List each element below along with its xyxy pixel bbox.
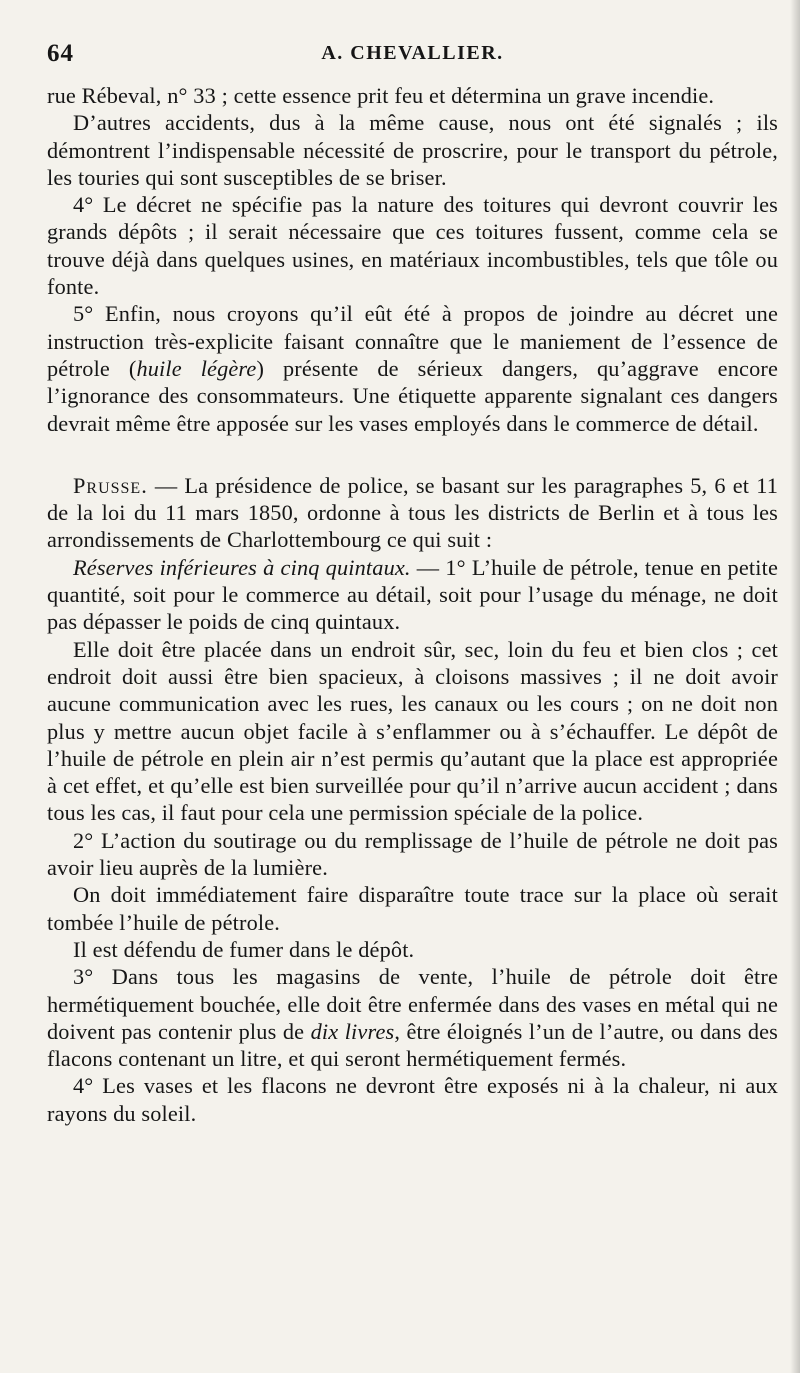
subsection-title: Réserves inférieures à cinq quintaux.: [73, 554, 411, 580]
page-header: [47, 40, 778, 82]
paragraph-text: , être éloignés l’un de l’autre, ou dans des flacons contenant un litre, et qui seront hermétiquement fermés.: [47, 1018, 779, 1072]
paragraph-text: — La présidence de police, se basant sur les paragraphes 5, 6 et 11 de la loi du 11 mars 1850, ordonne à tous les districts de Berlin et à tous les arrondissements de Charlottembourg ce qui suit :: [47, 472, 778, 553]
paragraph: [47, 963, 778, 1072]
paragraph: Il est défendu de fumer dans le dépôt.: [73, 936, 415, 962]
paragraph-text: — 1° L’huile de pétrole, tenue en petite quantité, soit pour le commerce au détail, soit pour l’usage du ménage, ne doit pas dépasser le poids de cinq quintaux.: [47, 554, 778, 635]
paragraph: [47, 472, 778, 554]
running-head: A. CHEVALLIER.: [321, 42, 504, 64]
paragraph: rue Rébeval, n° 33 ; cette essence prit feu et détermina un grave incendie.: [47, 83, 715, 108]
paragraph: 4° Le décret ne spécifie pas la nature des toitures qui devront couvrir les grands dépôts ; il serait nécessaire que ces toitures fussent, comme cela se trouve déjà dans quelques usines, en matériaux incombustibles, tels que tôle ou fonte.: [47, 192, 778, 300]
paragraph-text: 3° Dans tous les magasins de vente, l’huile de pétrole doit être hermétiquement bouchée, elle doit être enfermée dans des vases en métal qui ne doivent pas contenir plus de: [47, 964, 778, 1044]
paragraph-text: ) présente de sérieux dangers, qu’aggrave encore l’ignorance des consommateurs. Une étiquette apparente signalant ces dangers devrait même être apposée sur les vases employés dans le commerce de détail.: [47, 355, 778, 436]
emphasis-text: dix livres: [310, 1018, 395, 1044]
page-edge-shadow: [790, 0, 800, 1373]
paragraph: [47, 300, 778, 436]
body-text: [47, 82, 778, 1127]
paragraph-text: 5° Enfin, nous croyons qu’il eût été à propos de joindre au décret une instruction très-explicite faisant connaître que le maniement de l’essence de pétrole (: [47, 301, 778, 381]
section-gap: [47, 437, 778, 472]
paragraph: Elle doit être placée dans un endroit sûr, sec, loin du feu et bien clos ; cet endroit doit aussi être bien spacieux, à cloisons massives ; il ne doit avoir aucune communication avec les rues, les canaux ou les cours ; on ne doit non plus y mettre aucun objet facile à s’enflammer ou à s’échauffer. Le dépôt de l’huile de pétrole en plein air n’est permis qu’autant que la place est appropriée à cet effet, et qu’elle est bien surveillée pour qu’il n’arrive aucun accident ; dans tous les cas, il faut pour cela une permission spéciale de la police.: [47, 636, 778, 826]
emphasis-text: huile légère: [136, 355, 257, 381]
paragraph: [47, 554, 778, 636]
paragraph: On doit immédiatement faire disparaître toute trace sur la place où serait tombée l’huile de pétrole.: [47, 882, 778, 935]
section-lead: Prusse.: [73, 472, 148, 498]
paragraph: 2° L’action du soutirage ou du remplissage de l’huile de pétrole ne doit pas avoir lieu auprès de la lumière.: [47, 827, 778, 881]
paragraph: 4° Les vases et les flacons ne devront être exposés ni à la chaleur, ni aux rayons du soleil.: [47, 1073, 778, 1126]
page-number: 64: [47, 40, 74, 67]
paragraph: D’autres accidents, dus à la même cause, nous ont été signalés ; ils démontrent l’indispensable nécessité de proscrire, pour le transport du pétrole, les touries qui sont susceptibles de se briser.: [47, 110, 778, 190]
